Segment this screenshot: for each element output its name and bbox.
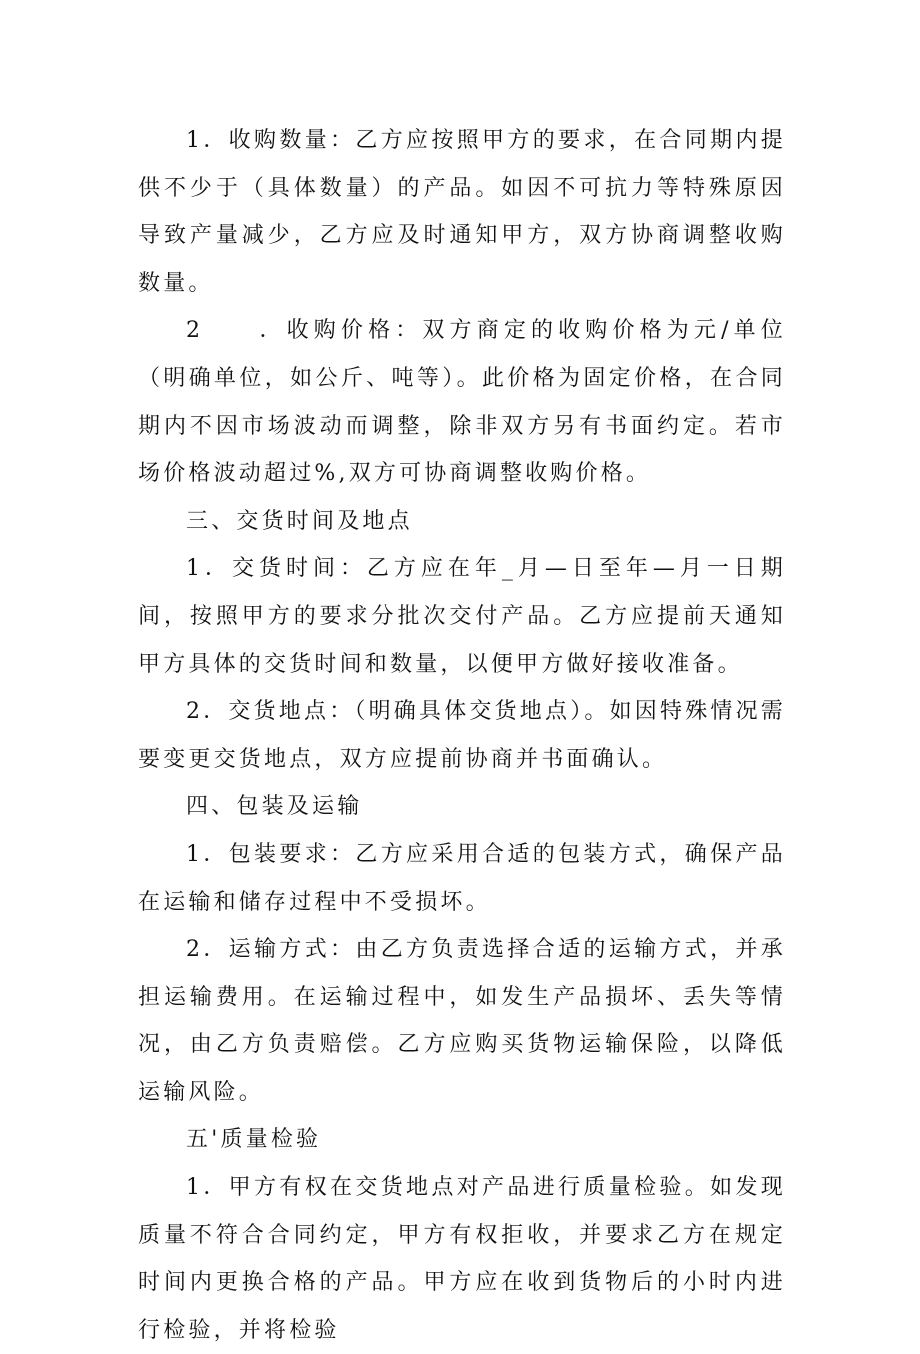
document-body [138, 117, 786, 1354]
clause-purchase-price: 2 ．收购价格：双方商定的收购价格为元/单位（明确单位，如公斤、吨等）。此价格为固定价格，在合同期内不因市场波动而调整，除非双方另有书面约定。若市场价格波动超过%,双方可协商调整收购价格。 [138, 318, 786, 487]
section-heading-packaging: 四、包装及运输 [186, 794, 363, 820]
clause-delivery-time: 1．交货时间：乙方应在年_月—日至年—月一日期间，按照甲方的要求分批次交付产品。乙方应提前天通知甲方具体的交货时间和数量，以便甲方做好接收准备。 [138, 556, 786, 677]
clause-purchase-quantity: 1．收购数量：乙方应按照甲方的要求，在合同期内提供不少于（具体数量）的产品。如因不可抗力等特殊原因导致产量减少，乙方应及时通知甲方，双方协商调整收购数量。 [138, 128, 786, 296]
section-heading-quality: 五'质量检验 [186, 1127, 322, 1153]
clause-packaging: 1．包装要求：乙方应采用合适的包装方式，确保产品在运输和储存过程中不受损坏。 [138, 841, 786, 915]
clause-delivery-location: 2．交货地点：（明确具体交货地点）。如因特殊情况需要变更交货地点，双方应提前协商并书面确认。 [138, 699, 786, 772]
clause-transport: 2．运输方式：由乙方负责选择合适的运输方式，并承担运输费用。在运输过程中，如发生产品损坏、丢失等情况，由乙方负责赔偿。乙方应购买货物运输保险，以降低运输风险。 [138, 937, 786, 1105]
section-heading-delivery: 三、交货时间及地点 [186, 508, 413, 534]
clause-quality-inspection: 1．甲方有权在交货地点对产品进行质量检验。如发现质量不符合合同约定，甲方有权拒收，并要求乙方在规定时间内更换合格的产品。甲方应在收到货物后的小时内进行检验，并将检验 [138, 1175, 786, 1343]
